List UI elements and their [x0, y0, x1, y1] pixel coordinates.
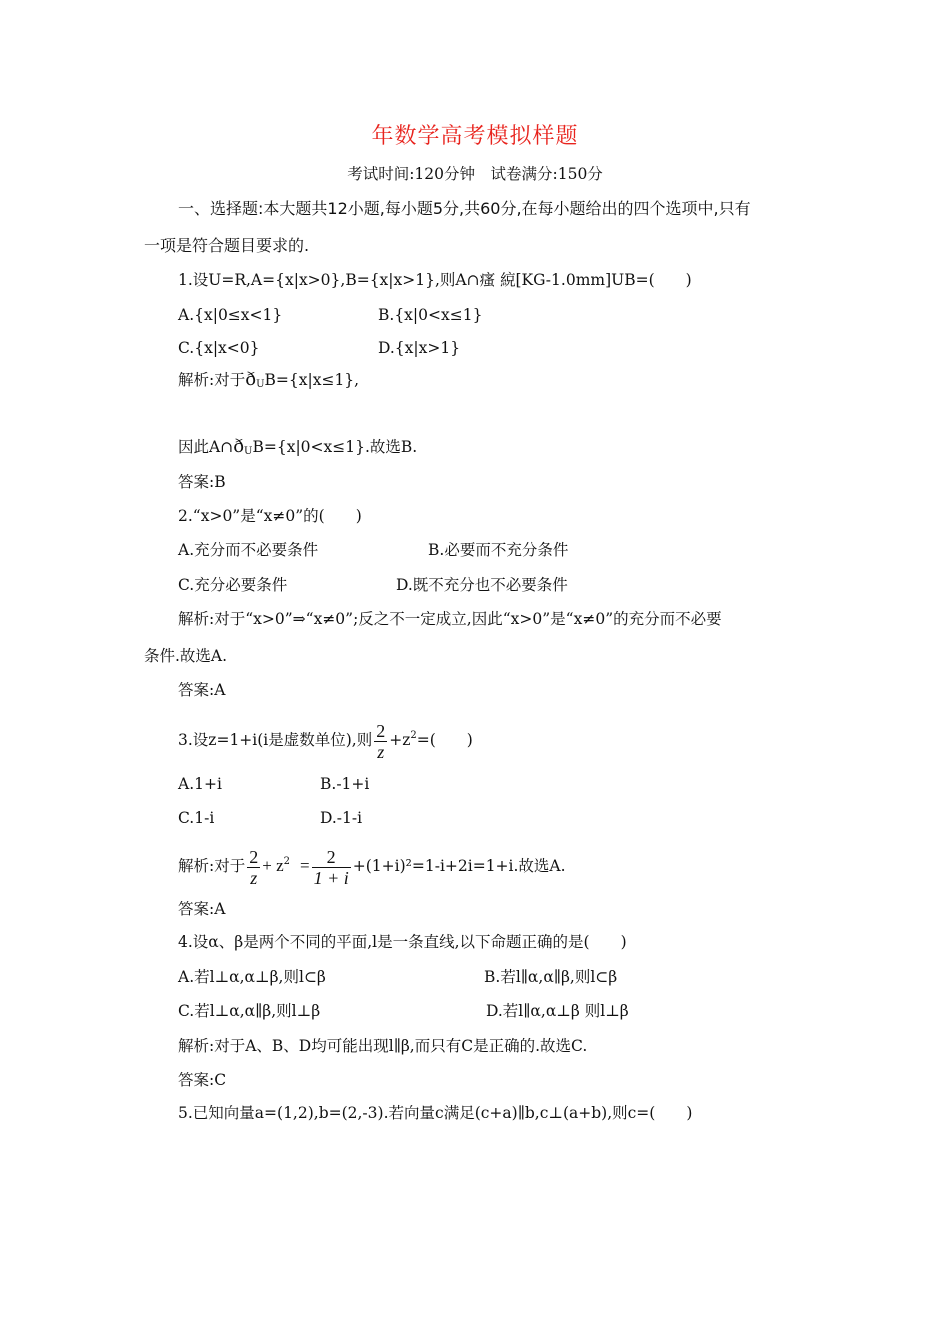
section-heading-line2: 一项是符合题目要求的.: [144, 236, 310, 255]
q3-option-c: C.1-i: [178, 809, 215, 827]
fraction-2-over-1-plus-i: [312, 847, 351, 888]
q1-stem: 1.设U=R,A={x|x>0},B={x|x>1},则A∩瘙 綂[KG-1.0mm]UB=( ): [178, 271, 692, 289]
q4-option-d: D.若l∥α,α⊥β 则l⊥β: [486, 1002, 629, 1020]
q3-stem: [178, 712, 473, 764]
q1-conclusion-suffix: B={x|0<x≤1}.故选B.: [252, 438, 418, 456]
q1-analysis-suffix: B={x|x≤1},: [264, 371, 360, 389]
q3-analysis-prefix: 解析:对于: [178, 857, 246, 875]
exam-info: 考试时间:120分钟 试卷满分:150分: [347, 165, 603, 183]
q2-option-d: D.既不充分也不必要条件: [396, 576, 568, 594]
fraction-denominator: 1 + i: [313, 867, 349, 888]
q1-answer: 答案:B: [178, 473, 226, 491]
q4-option-a: A.若l⊥α,α⊥β,则l⊂β: [178, 968, 326, 986]
q2-option-a: A.充分而不必要条件: [178, 541, 319, 559]
q3-analysis-suffix: +(1+i)²=1-i+2i=1+i.故选A.: [352, 857, 566, 875]
fraction-numerator: 2: [249, 846, 259, 867]
q3-answer: 答案:A: [178, 900, 226, 918]
q4-option-b: B.若l∥α,α∥β,则l⊂β: [484, 968, 618, 986]
q3-option-d: D.-1-i: [320, 809, 363, 827]
complement-subscript: U: [256, 379, 265, 390]
q3-stem-sup: 2: [410, 730, 417, 741]
q1-option-a: A.{x|0≤x<1}: [178, 306, 283, 324]
q1-conclusion: [178, 437, 417, 462]
plus-z: + z: [262, 856, 284, 875]
q1-analysis: [178, 370, 359, 395]
q3-stem-mid: +z: [389, 731, 411, 749]
complement-symbol: ð: [245, 369, 257, 390]
fraction-2-over-z: [247, 847, 260, 888]
q3-option-b: B.-1+i: [320, 775, 370, 793]
complement-symbol: ð: [233, 436, 245, 457]
equals-sign: =: [300, 856, 310, 875]
fraction-denominator: z: [250, 867, 258, 888]
q3-stem-prefix: 3.设z=1+i(i是虚数单位),则: [178, 731, 373, 749]
q5-stem: 5.已知向量a=(1,2),b=(2,-3).若向量c满足(c+a)∥b,c⊥(a+b),则c=( ): [178, 1104, 693, 1122]
fraction-denominator: z: [377, 741, 385, 762]
q1-option-d: D.{x|x>1}: [378, 339, 461, 357]
complement-subscript: U: [244, 446, 253, 457]
q2-analysis-line1: 解析:对于“x>0”⇒“x≠0”;反之不一定成立,因此“x>0”是“x≠0”的充分而不必要: [178, 610, 722, 628]
q1-conclusion-prefix: 因此A∩: [178, 438, 234, 456]
q3-analysis: [178, 838, 566, 890]
q1-analysis-prefix: 解析:对于: [178, 371, 246, 389]
z-squared-sup: 2: [283, 856, 290, 867]
section-heading-line1: 一、选择题:本大题共12小题,每小题5分,共60分,在每小题给出的四个选项中,只有: [178, 199, 751, 218]
page-title: 年数学高考模拟样题: [371, 124, 579, 149]
fraction-2-over-z: [374, 721, 387, 762]
q1-option-b: B.{x|0<x≤1}: [378, 306, 483, 324]
q1-option-c: C.{x|x<0}: [178, 339, 260, 357]
q2-analysis-line2: 条件.故选A.: [144, 647, 228, 665]
fraction-numerator: 2: [326, 846, 336, 867]
q4-option-c: C.若l⊥α,α∥β,则l⊥β: [178, 1002, 321, 1020]
q2-stem: 2.“x>0”是“x≠0”的( ): [178, 507, 362, 525]
q2-option-c: C.充分必要条件: [178, 576, 288, 594]
fraction-numerator: 2: [376, 720, 386, 741]
q4-stem: 4.设α、β是两个不同的平面,l是一条直线,以下命题正确的是( ): [178, 933, 627, 951]
q2-option-b: B.必要而不充分条件: [428, 541, 569, 559]
q3-option-a: A.1+i: [178, 775, 222, 793]
q4-answer: 答案:C: [178, 1071, 227, 1089]
q2-answer: 答案:A: [178, 681, 226, 699]
q4-analysis: 解析:对于A、B、D均可能出现l∥β,而只有C是正确的.故选C.: [178, 1037, 588, 1055]
q3-stem-suffix: =( ): [416, 731, 473, 749]
